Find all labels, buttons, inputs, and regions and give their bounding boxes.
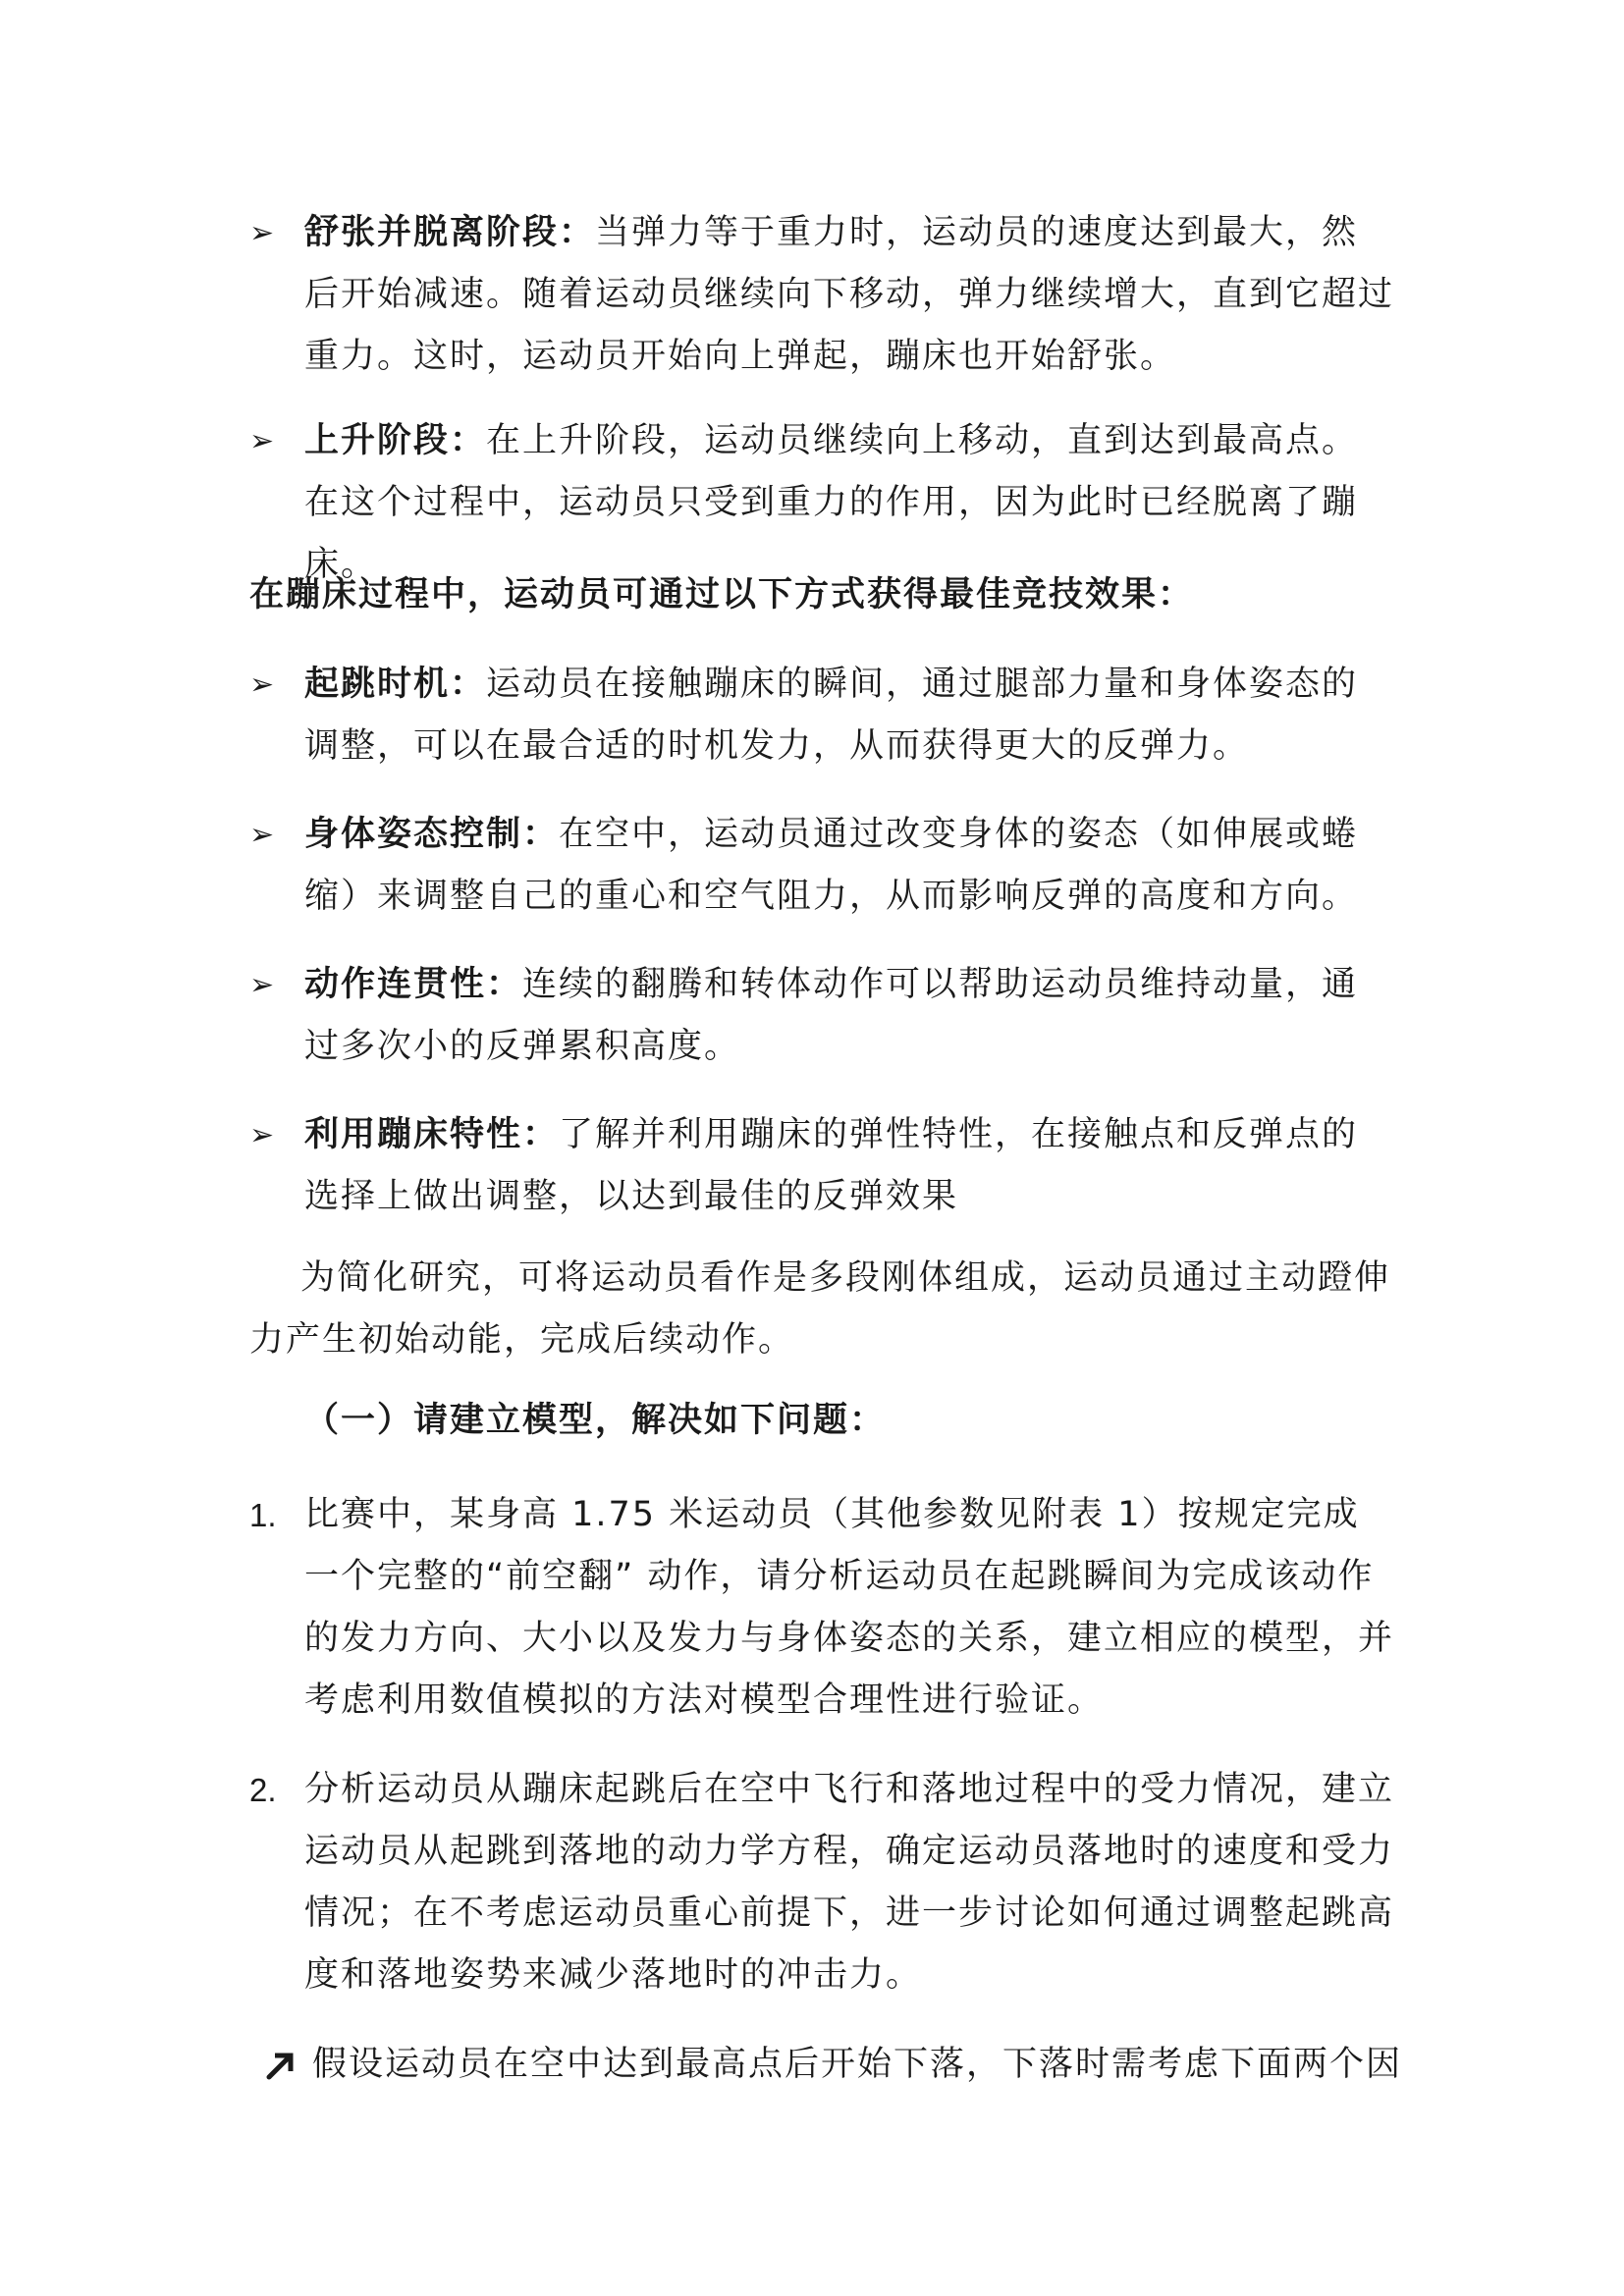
numbered-marker: 1. [249, 1497, 277, 1533]
bullet-text: 连续的翻腾和转体动作可以帮助运动员维持动量，通过多次小的反弹累积高度。 [304, 965, 1359, 1066]
bullet-text: 当弹力等于重力时，运动员的速度达到最大，然后开始减速。随着运动员继续向下移动，弹力继续增大，直到它超过重力。这时，运动员开始向上弹起，蹦床也开始舒张。 [304, 213, 1395, 376]
bullet-title: 身体姿态控制： [304, 815, 560, 854]
numbered-marker: 2. [249, 1772, 277, 1808]
section-heading: （一）请建立模型，解决如下问题： [304, 1401, 887, 1440]
bullet-text: 在上升阶段，运动员继续向上移动，直到达到最高点。在这个过程中，运动员只受到重力的作用，因为此时已经脱离了蹦床。 [304, 421, 1359, 584]
bullet-marker: ➢ [249, 216, 275, 250]
bullet-item [304, 202, 1394, 388]
bullet-title: 利用蹦床特性： [304, 1115, 560, 1154]
bullet-item [304, 804, 1394, 928]
bullet-text: 运动员在接触蹦床的瞬间，通过腿部力量和身体姿态的调整，可以在最合适的时机发力，从而获得更大的反弹力。 [304, 665, 1359, 766]
bullet-title: 上升阶段： [304, 421, 487, 460]
numbered-item: 分析运动员从蹦床起跳后在空中飞行和落地过程中的受力情况，建立运动员从起跳到落地的动力学方程，确定运动员落地时的速度和受力情况；在不考虑运动员重心前提下，进一步讨论如何通过调整起跳高度和落地姿势来减少落地时的冲击力。 [304, 1770, 1395, 1995]
bullet-item [304, 1104, 1394, 1228]
bullet-title: 起跳时机： [304, 665, 487, 704]
bullet-marker: ➢ [249, 667, 275, 702]
bullet-marker: ➢ [249, 1118, 275, 1152]
arrow-icon [263, 2050, 297, 2083]
bullet-marker: ➢ [249, 818, 275, 852]
bullet-marker: ➢ [249, 968, 275, 1002]
bullet-title: 舒张并脱离阶段： [304, 213, 596, 252]
bullet-text: 在空中，运动员通过改变身体的姿态（如伸展或蜷缩）来调整自己的重心和空气阻力，从而影响反弹的高度和方向。 [304, 815, 1359, 916]
numbered-item: 比赛中，某身高 1.75 米运动员（其他参数见附表 1）按规定完成一个完整的“前空翻” 动作，请分析运动员在起跳瞬间为完成该动作的发力方向、大小以及发力与身体姿态的关系，建立相应的模型，并考虑利用数值模拟的方法对模型合理性进行验证。 [304, 1495, 1395, 1720]
bullet-title: 动作连贯性： [304, 965, 523, 1004]
arrow-item: 假设运动员在空中达到最高点后开始下落，下落时需考虑下面两个因 [312, 2045, 1403, 2084]
bullet-marker: ➢ [249, 424, 275, 458]
section-lead: 在蹦床过程中，运动员可通过以下方式获得最佳竞技效果： [249, 575, 1195, 614]
paragraph-simplify: 为简化研究，可将运动员看作是多段刚体组成，运动员通过主动蹬伸力产生初始动能，完成后续动作。 [249, 1258, 1391, 1360]
bullet-text: 了解并利用蹦床的弹性特性，在接触点和反弹点的选择上做出调整，以达到最佳的反弹效果 [304, 1115, 1359, 1216]
bullet-item [304, 954, 1394, 1078]
bullet-item [304, 654, 1394, 777]
